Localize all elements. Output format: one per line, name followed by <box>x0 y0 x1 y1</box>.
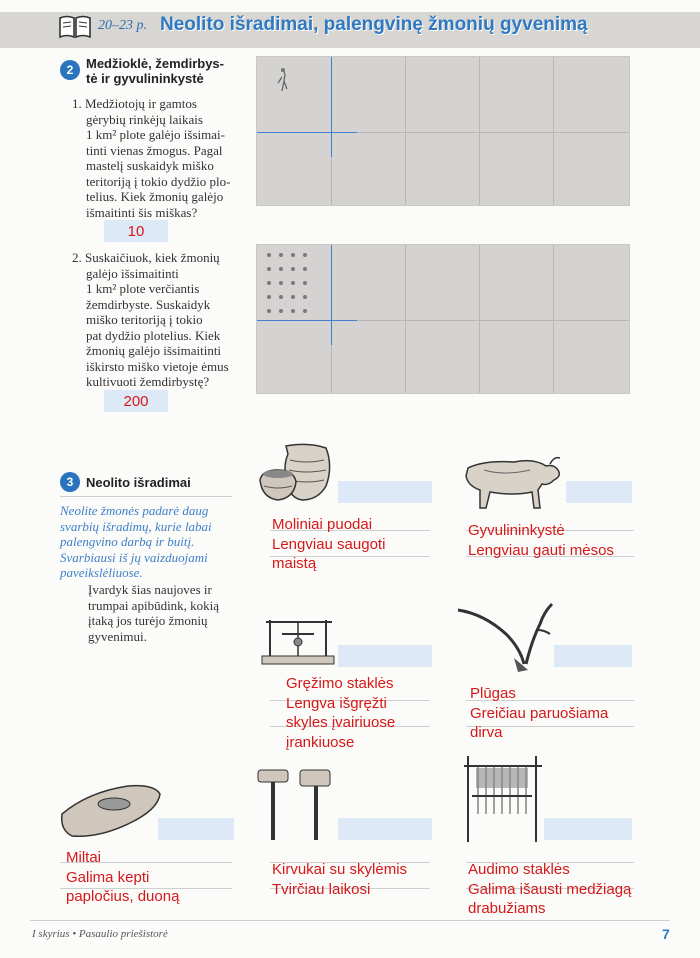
livestock-answer[interactable]: Gyvulininkystė Lengviau gauti mėsos <box>468 522 614 559</box>
page-reference: 20–23 p. <box>98 18 147 33</box>
farmers-icon <box>263 249 327 317</box>
pots-answer[interactable]: Moliniai puodai Lengviau saugoti maistą <box>272 516 386 572</box>
forest-grid-2 <box>256 244 630 394</box>
section-3-intro: Neolite žmonės padarė daug svarbių išradimų, kurie labai palengvino darbą ir buitį. Svarbiausi iš jų vaizduojami paveikslėliuose. <box>60 503 212 580</box>
quern-strip <box>158 818 234 840</box>
livestock-strip <box>566 481 632 503</box>
answer-2-field[interactable]: 200 <box>104 390 168 412</box>
section-2-title: Medžioklė, žemdirbys- tė ir gyvulininkystė <box>86 56 224 86</box>
loom-strip <box>544 818 632 840</box>
drill-strip <box>338 645 432 667</box>
section-2-badge: 2 <box>60 60 80 80</box>
section-3-badge: 3 <box>60 472 80 492</box>
clay-pots-icon <box>256 440 336 506</box>
loom-icon <box>462 752 544 844</box>
drill-answer[interactable]: Gręžimo staklės Lengva išgręžti skyles įvairiuose įrankiuose <box>286 675 396 751</box>
plough-icon <box>454 600 554 674</box>
question-2: 2. Suskaičiuok, kiek žmonių galėjo išsimaitinti 1 km² plote verčiantis žemdirbyste. Suskaidyk miško teritoriją į tokio pat dydžio plotelius. Kiek žmonių galėjo išsimaitinti iškirsto miško vietoje ėmus kultivuoti žemdirbystę? <box>72 250 229 389</box>
hunter-icon <box>273 67 295 95</box>
ox-icon <box>454 446 566 512</box>
footer-chapter: I skyrius • Pasaulio priešistorė <box>32 928 168 940</box>
page-number: 7 <box>662 926 670 942</box>
page-title: Neolito išradimai, palengvinę žmonių gyvenimą <box>160 14 588 35</box>
plough-strip <box>554 645 632 667</box>
stone-axes-icon <box>256 766 336 842</box>
quern-answer[interactable]: Miltai Galima kepti papločius, duoną <box>66 849 180 905</box>
pots-strip <box>338 481 432 503</box>
quern-stone-icon <box>58 780 164 842</box>
open-book-icon <box>58 14 92 40</box>
footer-rule <box>30 920 670 921</box>
axes-strip <box>338 818 432 840</box>
loom-answer[interactable]: Audimo staklės Galima išausti medžiagą drabužiams <box>468 861 632 917</box>
axes-answer[interactable]: Kirvukai su skylėmis Tvirčiau laikosi <box>272 861 408 898</box>
question-1: 1. Medžiotojų ir gamtos gėrybių rinkėjų laikais 1 km² plote galėjo išsimai- tinti vienas žmogus. Pagal mastelį suskaidyk miško teritoriją į tokio dydžio plo- telius. Kiek žmonių galėjo išmaitinti šis miškas? <box>72 96 231 220</box>
section-3-title: Neolito išradimai <box>86 475 191 490</box>
answer-1-field[interactable]: 10 <box>104 220 168 242</box>
drill-press-icon <box>256 612 338 672</box>
forest-grid-1 <box>256 56 630 206</box>
section-3-task: Įvardyk šias naujoves ir trumpai apibūdink, kokią įtaką jos turėjo žmonių gyvenimui. <box>88 582 220 644</box>
plough-answer[interactable]: Plūgas Greičiau paruošiama dirva <box>470 685 609 741</box>
section-3-rule <box>60 496 232 497</box>
